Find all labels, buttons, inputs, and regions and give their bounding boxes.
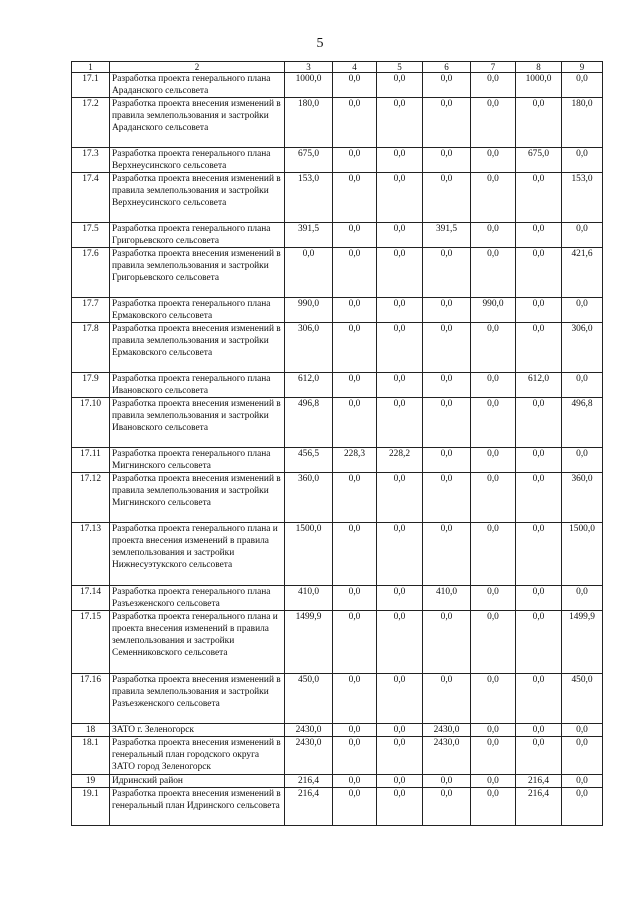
row-value: 228,2	[377, 448, 423, 473]
row-description: Разработка проекта внесения изменений в генеральный план городского округа ЗАТО город Зеленогорск	[110, 737, 285, 775]
table-row	[72, 523, 603, 586]
row-value: 0,0	[423, 73, 471, 98]
row-value: 0,0	[423, 298, 471, 323]
row-value: 0,0	[333, 248, 377, 298]
row-value: 0,0	[423, 674, 471, 724]
row-value: 0,0	[377, 298, 423, 323]
row-number: 17.6	[72, 248, 110, 298]
row-value: 0,0	[423, 473, 471, 523]
row-value: 306,0	[562, 323, 603, 373]
column-header: 2	[110, 62, 285, 73]
row-value: 0,0	[471, 223, 516, 248]
row-number: 17.2	[72, 98, 110, 148]
row-value: 0,0	[377, 737, 423, 775]
row-value: 0,0	[377, 724, 423, 737]
column-header: 4	[333, 62, 377, 73]
row-description: Разработка проекта генерального плана Верхнеусинского сельсовета	[110, 148, 285, 173]
row-value: 0,0	[516, 674, 562, 724]
row-value: 1499,9	[285, 611, 333, 674]
row-value: 1000,0	[285, 73, 333, 98]
table-row	[72, 586, 603, 611]
row-value: 0,0	[377, 611, 423, 674]
row-value: 0,0	[423, 148, 471, 173]
row-value: 0,0	[471, 775, 516, 788]
table-row	[72, 398, 603, 448]
page-number: 5	[316, 36, 324, 51]
row-value: 450,0	[562, 674, 603, 724]
row-value: 0,0	[471, 323, 516, 373]
row-value: 496,8	[285, 398, 333, 448]
row-value: 0,0	[377, 98, 423, 148]
row-value: 675,0	[285, 148, 333, 173]
row-value: 0,0	[377, 398, 423, 448]
row-value: 0,0	[423, 448, 471, 473]
row-number: 17.8	[72, 323, 110, 373]
row-value: 0,0	[516, 473, 562, 523]
row-number: 17.11	[72, 448, 110, 473]
row-value: 0,0	[562, 737, 603, 775]
table-row	[72, 674, 603, 724]
row-value: 2430,0	[285, 737, 333, 775]
row-value: 2430,0	[285, 724, 333, 737]
row-value: 0,0	[516, 523, 562, 586]
row-value: 0,0	[333, 298, 377, 323]
row-value: 0,0	[377, 586, 423, 611]
row-value: 0,0	[471, 73, 516, 98]
row-number: 18	[72, 724, 110, 737]
row-value: 0,0	[471, 724, 516, 737]
column-header: 6	[423, 62, 471, 73]
row-value: 0,0	[333, 523, 377, 586]
row-value: 0,0	[423, 323, 471, 373]
table-row	[72, 473, 603, 523]
row-value: 180,0	[562, 98, 603, 148]
row-description: Разработка проекта генерального плана Ермаковского сельсовета	[110, 298, 285, 323]
row-number: 17.12	[72, 473, 110, 523]
row-value: 0,0	[516, 298, 562, 323]
row-description: Разработка проекта генерального плана Араданского сельсовета	[110, 73, 285, 98]
row-description: Разработка проекта генерального плана Григорьевского сельсовета	[110, 223, 285, 248]
row-value: 0,0	[423, 373, 471, 398]
row-value: 0,0	[333, 611, 377, 674]
row-value: 0,0	[377, 373, 423, 398]
row-number: 17.9	[72, 373, 110, 398]
row-value: 0,0	[377, 73, 423, 98]
row-value: 391,5	[285, 223, 333, 248]
table-row	[72, 223, 603, 248]
row-value: 0,0	[471, 586, 516, 611]
row-value: 0,0	[423, 523, 471, 586]
row-value: 0,0	[377, 788, 423, 826]
row-description: Разработка проекта внесения изменений в правила землепользования и застройки Ивановского сельсовета	[110, 398, 285, 448]
row-value: 0,0	[516, 248, 562, 298]
row-value: 0,0	[333, 724, 377, 737]
row-value: 0,0	[471, 398, 516, 448]
row-value: 0,0	[377, 173, 423, 223]
row-value: 0,0	[333, 398, 377, 448]
row-value: 0,0	[562, 788, 603, 826]
row-value: 216,4	[516, 775, 562, 788]
row-value: 0,0	[377, 148, 423, 173]
row-number: 19.1	[72, 788, 110, 826]
row-value: 0,0	[377, 523, 423, 586]
row-value: 0,0	[562, 148, 603, 173]
row-description: Разработка проекта внесения изменений в генеральный план Идринского сельсовета	[110, 788, 285, 826]
row-description: Разработка проекта генерального плана Мигнинского сельсовета	[110, 448, 285, 473]
row-value: 0,0	[516, 173, 562, 223]
row-value: 0,0	[471, 523, 516, 586]
row-value: 0,0	[333, 223, 377, 248]
table-row	[72, 373, 603, 398]
row-value: 421,6	[562, 248, 603, 298]
row-value: 1500,0	[285, 523, 333, 586]
table-row	[72, 737, 603, 775]
row-value: 0,0	[471, 373, 516, 398]
row-value: 0,0	[562, 775, 603, 788]
row-value: 0,0	[333, 586, 377, 611]
row-value: 0,0	[423, 248, 471, 298]
column-header: 8	[516, 62, 562, 73]
row-number: 17.1	[72, 73, 110, 98]
row-number: 17.7	[72, 298, 110, 323]
row-value: 0,0	[516, 586, 562, 611]
row-value: 0,0	[333, 323, 377, 373]
row-value: 0,0	[516, 448, 562, 473]
row-description: Разработка проекта внесения изменений в правила землепользования и застройки Ермаковского сельсовета	[110, 323, 285, 373]
row-value: 496,8	[562, 398, 603, 448]
row-value: 2430,0	[423, 724, 471, 737]
row-value: 0,0	[333, 148, 377, 173]
column-header: 5	[377, 62, 423, 73]
row-value: 0,0	[377, 323, 423, 373]
column-header: 1	[72, 62, 110, 73]
row-value: 0,0	[516, 323, 562, 373]
row-description: Разработка проекта генерального плана Ивановского сельсовета	[110, 373, 285, 398]
row-value: 675,0	[516, 148, 562, 173]
row-value: 216,4	[285, 775, 333, 788]
row-value: 216,4	[516, 788, 562, 826]
row-value: 0,0	[423, 173, 471, 223]
row-value: 0,0	[333, 775, 377, 788]
row-number: 17.16	[72, 674, 110, 724]
row-value: 0,0	[516, 98, 562, 148]
row-value: 456,5	[285, 448, 333, 473]
row-value: 228,3	[333, 448, 377, 473]
row-value: 2430,0	[423, 737, 471, 775]
row-description: Разработка проекта внесения изменений в правила землепользования и застройки Григорьевского сельсовета	[110, 248, 285, 298]
row-description: Разработка проекта внесения изменений в правила землепользования и застройки Разъезженского сельсовета	[110, 674, 285, 724]
row-value: 153,0	[285, 173, 333, 223]
row-value: 0,0	[471, 248, 516, 298]
table-row	[72, 248, 603, 298]
row-value: 306,0	[285, 323, 333, 373]
table-row	[72, 73, 603, 98]
row-value: 0,0	[423, 398, 471, 448]
row-value: 410,0	[423, 586, 471, 611]
row-value: 216,4	[285, 788, 333, 826]
table-row	[72, 448, 603, 473]
column-header: 9	[562, 62, 603, 73]
row-value: 612,0	[516, 373, 562, 398]
row-value: 391,5	[423, 223, 471, 248]
row-value: 0,0	[562, 724, 603, 737]
row-value: 612,0	[285, 373, 333, 398]
row-number: 17.4	[72, 173, 110, 223]
row-value: 0,0	[516, 611, 562, 674]
row-value: 0,0	[333, 674, 377, 724]
budget-table	[71, 61, 603, 826]
row-number: 17.13	[72, 523, 110, 586]
row-value: 0,0	[471, 473, 516, 523]
table-row	[72, 788, 603, 826]
row-value: 0,0	[516, 737, 562, 775]
row-value: 0,0	[377, 223, 423, 248]
row-value: 0,0	[423, 788, 471, 826]
row-description: Разработка проекта генерального плана Разъезженского сельсовета	[110, 586, 285, 611]
row-value: 0,0	[471, 611, 516, 674]
row-value: 0,0	[516, 223, 562, 248]
row-value: 0,0	[562, 298, 603, 323]
row-value: 0,0	[423, 775, 471, 788]
table-row	[72, 298, 603, 323]
row-description: Разработка проекта генерального плана и проекта внесения изменений в правила землепользования и застройки Нижнесуэтукского сельсовета	[110, 523, 285, 586]
row-value: 360,0	[562, 473, 603, 523]
row-value: 0,0	[333, 473, 377, 523]
table-row	[72, 775, 603, 788]
table-row	[72, 611, 603, 674]
row-value: 0,0	[377, 248, 423, 298]
table-body	[72, 62, 603, 826]
row-value: 0,0	[471, 98, 516, 148]
row-description: Разработка проекта внесения изменений в правила землепользования и застройки Верхнеусинского сельсовета	[110, 173, 285, 223]
row-value: 990,0	[471, 298, 516, 323]
row-value: 0,0	[377, 473, 423, 523]
row-value: 0,0	[471, 737, 516, 775]
row-value: 0,0	[333, 73, 377, 98]
row-value: 1499,9	[562, 611, 603, 674]
row-value: 1500,0	[562, 523, 603, 586]
row-value: 0,0	[333, 98, 377, 148]
header-row	[72, 62, 603, 73]
row-value: 0,0	[471, 448, 516, 473]
row-value: 0,0	[562, 73, 603, 98]
row-value: 0,0	[333, 788, 377, 826]
table-row	[72, 173, 603, 223]
table-row	[72, 724, 603, 737]
row-description: ЗАТО г. Зеленогорск	[110, 724, 285, 737]
row-description: Разработка проекта внесения изменений в правила землепользования и застройки Мигнинского сельсовета	[110, 473, 285, 523]
row-value: 0,0	[285, 248, 333, 298]
row-value: 0,0	[562, 223, 603, 248]
row-value: 153,0	[562, 173, 603, 223]
row-value: 0,0	[423, 611, 471, 674]
row-value: 0,0	[516, 724, 562, 737]
table-row	[72, 323, 603, 373]
row-value: 0,0	[471, 674, 516, 724]
row-number: 17.14	[72, 586, 110, 611]
row-number: 18.1	[72, 737, 110, 775]
row-number: 17.3	[72, 148, 110, 173]
row-value: 0,0	[471, 788, 516, 826]
row-value: 0,0	[562, 373, 603, 398]
row-description: Разработка проекта генерального плана и проекта внесения изменений в правила землепользования и застройки Семенниковского сельсовета	[110, 611, 285, 674]
row-value: 0,0	[562, 586, 603, 611]
row-value: 0,0	[471, 173, 516, 223]
row-value: 360,0	[285, 473, 333, 523]
table-row	[72, 148, 603, 173]
table-row	[72, 98, 603, 148]
column-header: 7	[471, 62, 516, 73]
row-value: 180,0	[285, 98, 333, 148]
row-value: 410,0	[285, 586, 333, 611]
row-number: 19	[72, 775, 110, 788]
row-description: Разработка проекта внесения изменений в правила землепользования и застройки Араданского сельсовета	[110, 98, 285, 148]
row-value: 450,0	[285, 674, 333, 724]
row-value: 0,0	[423, 98, 471, 148]
row-value: 0,0	[333, 737, 377, 775]
row-number: 17.15	[72, 611, 110, 674]
column-header: 3	[285, 62, 333, 73]
row-value: 0,0	[516, 398, 562, 448]
row-value: 0,0	[333, 373, 377, 398]
row-value: 0,0	[377, 775, 423, 788]
row-description: Идринский район	[110, 775, 285, 788]
row-value: 0,0	[562, 448, 603, 473]
row-value: 1000,0	[516, 73, 562, 98]
row-value: 0,0	[471, 148, 516, 173]
row-value: 0,0	[377, 674, 423, 724]
row-number: 17.10	[72, 398, 110, 448]
row-value: 990,0	[285, 298, 333, 323]
row-number: 17.5	[72, 223, 110, 248]
row-value: 0,0	[333, 173, 377, 223]
